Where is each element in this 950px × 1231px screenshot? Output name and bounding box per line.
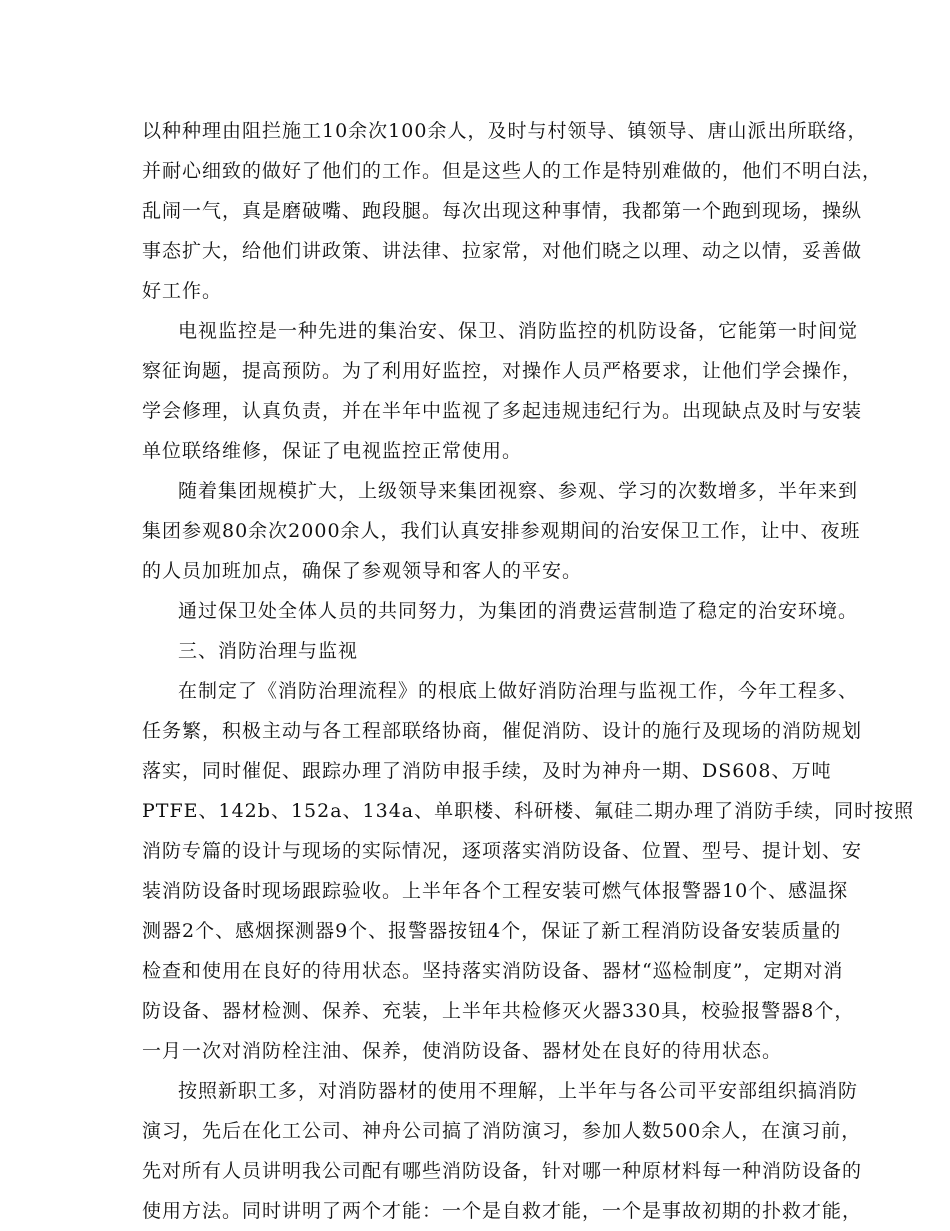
text-line: 学会修理，认真负责，并在半年中监视了多起违规违纪行为。出现缺点及时与安装 (142, 400, 863, 422)
section-heading: 三、消防治理与监视 (178, 640, 359, 662)
text-line: 通过保卫处全体人员的共同努力，为集团的消费运营制造了稳定的治安环境。 (178, 600, 859, 622)
text-line: 演习，先后在化工公司、神舟公司搞了消防演习，参加人数500余人，在演习前， (142, 1120, 862, 1142)
text-line: 乱闹一气，真是磨破嘴、跑段腿。每次出现这种事情，我都第一个跑到现场，操纵 (142, 200, 863, 222)
text-line: 先对所有人员讲明我公司配有哪些消防设备，针对哪一种原材料每一种消防设备的 (142, 1160, 863, 1182)
text-line: 消防专篇的设计与现场的实际情况，逐项落实消防设备、位置、型号、提计划、安 (142, 840, 863, 862)
text-line: 任务繁，积极主动与各工程部联络协商，催促消防、设计的施行及现场的消防规划 (142, 720, 863, 742)
text-line: 使用方法。同时讲明了两个才能：一个是自救才能，一个是事故初期的扑救才能， (142, 1200, 863, 1222)
text-line: 在制定了《消防治理流程》的根底上做好消防治理与监视工作，今年工程多、 (178, 680, 859, 702)
text-line: 并耐心细致的做好了他们的工作。但是这些人的工作是特别难做的，他们不明白法， (142, 160, 883, 182)
text-line: 一月一次对消防栓注油、保养，使消防设备、器材处在良好的待用状态。 (142, 1040, 783, 1062)
text-line: 防设备、器材检测、保养、充装，上半年共检修灭火器330具，校验报警器8个， (142, 1000, 855, 1022)
text-line: 装消防设备时现场跟踪验收。上半年各个工程安装可燃气体报警器10个、感温探 (142, 880, 849, 902)
text-line: 电视监控是一种先进的集治安、保卫、消防监控的机防设备，它能第一时间觉 (178, 320, 859, 342)
text-line: PTFE、142b、152a、134a、单职楼、科研楼、氟硅二期办理了消防手续，同时按照 (142, 800, 915, 822)
text-line: 测器2个、感烟探测器9个、报警器按钮4个，保证了新工程消防设备安装质量的 (142, 920, 842, 942)
text-line: 随着集团规模扩大，上级领导来集团视察、参观、学习的次数增多，半年来到 (178, 480, 859, 502)
text-line: 检查和使用在良好的待用状态。坚持落实消防设备、器材“巡检制度”，定期对消 (142, 960, 844, 982)
text-line: 单位联络维修，保证了电视监控正常使用。 (142, 440, 523, 462)
text-line: 落实，同时催促、跟踪办理了消防申报手续，及时为神舟一期、DS608、万吨 (142, 760, 832, 782)
text-line: 事态扩大，给他们讲政策、讲法律、拉家常，对他们晓之以理、动之以情，妥善做 (142, 240, 863, 262)
text-line: 按照新职工多，对消防器材的使用不理解，上半年与各公司平安部组织搞消防 (178, 1080, 859, 1102)
text-line: 察征询题，提高预防。为了利用好监控，对操作人员严格要求，让他们学会操作， (142, 360, 863, 382)
text-line: 集团参观80余次2000余人，我们认真安排参观期间的治安保卫工作，让中、夜班 (142, 520, 861, 542)
text-line: 以种种理由阻拦施工10余次100余人，及时与村领导、镇领导、唐山派出所联络， (142, 120, 868, 142)
text-line: 的人员加班加点，确保了参观领导和客人的平安。 (142, 560, 583, 582)
text-line: 好工作。 (142, 280, 223, 302)
